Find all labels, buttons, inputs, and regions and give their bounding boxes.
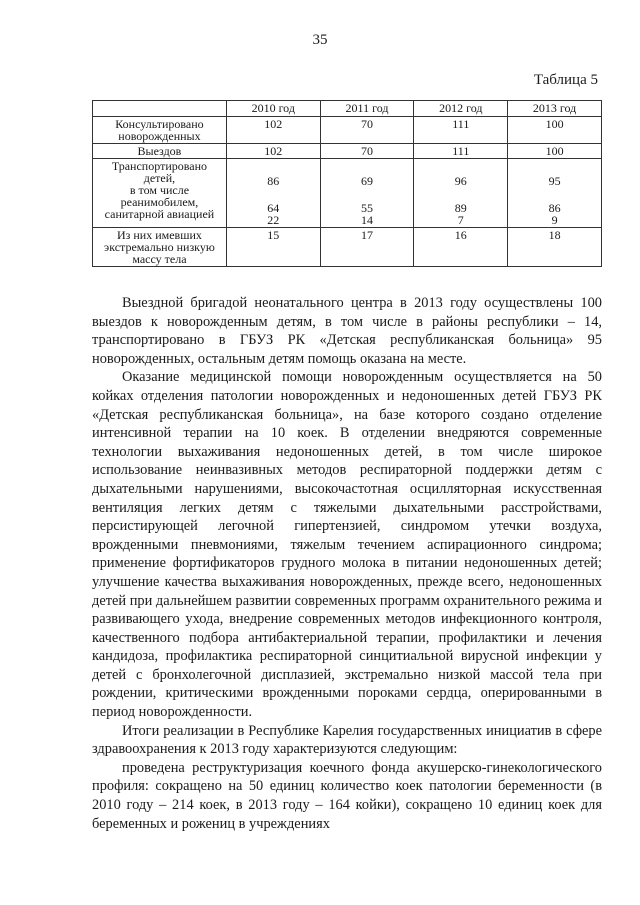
table-row [93, 144, 602, 159]
cell-value: 64 [267, 201, 280, 215]
paragraph: Оказание медицинской помощи новорожденным осуществляется на 50 койках отделения патологии новорожденных и недоношенных детей ГБУЗ РК «Детская республиканская больница», на базе которого создано отделение интенсивной терапии на 10 коек. В отделении внедряются современные технологии выхаживания недоношенных детей, в том числе широкое использование неинвазивных методов респираторной поддержки детям с дыхательными нарушениями, высокочастотная осцилляторная искусственная вентиляция легких детям с тяжелыми дыхательными расстройствами, персистирующей легочной гипертензией, синдромом утечки воздуха, врожденными пневмониями, тяжелым течением аспирационного синдрома; применение фортификаторов грудного молока в питании недоношенных детей; улучшение качества выхаживания новорожденных, прежде всего, недоношенных детей при дальнейшем развитии современных программ охранительного режима и развивающего ухода, внедрение современных методов инфекционного контроля, качественного подбора антибактериальной терапии, профилактики и лечения кандидоза, профилактика респираторной синцитиальной вирусной инфекции у детей с бронхолегочной дисплазией, экстремально низкой массой тела при рождении, критическими врожденными пороками сердца, оперированными в период новорожденности. [92, 369, 602, 721]
row-label-line: экстремально низкую [104, 240, 215, 254]
table-header-cell: 2013 год [508, 101, 602, 117]
table-cell: 16 [414, 228, 508, 267]
table-cell: 111 [414, 144, 508, 159]
row-label-line: в том числе [129, 183, 190, 197]
row-label-line: Выездов [137, 144, 182, 158]
row-label-line: Транспортировано [111, 159, 207, 173]
row-label-line: Консультировано [115, 117, 204, 131]
cell-value: 69 [361, 174, 374, 188]
table-caption: Таблица 5 [533, 72, 598, 88]
paragraph: проведена реструктуризация коечного фонда акушерско-гинекологического профиля: сокращено на 50 единиц количество коек патологии беременности (в 2010 году – 214 коек, в 2013 году – 164 койки), сокращено 10 единиц коек для беременных и рожениц в учреждениях [92, 759, 602, 832]
table-cell: 17 [320, 228, 414, 267]
page-number: 35 [312, 32, 328, 48]
paragraph: Выездной бригадой неонатального центра в 2013 году осуществлены 100 выездов к новорожденным детям, в том числе в районы республики – 14, транспортировано в ГБУЗ РК «Детская республиканская больница» 95 новорожденных, остальным детям помощь оказана на месте. [92, 295, 602, 367]
body-text [92, 294, 602, 833]
cell-value: 86 [548, 201, 561, 215]
paragraph: Итоги реализации в Республике Карелия государственных инициатив в сфере здравоохранения к 2013 году характеризуются следующим: [92, 722, 602, 758]
cell-value: 14 [361, 213, 374, 227]
table-row [93, 159, 602, 228]
table-cell: 100 [508, 117, 602, 144]
row-label [93, 159, 227, 228]
cell-value: 96 [454, 174, 467, 188]
table-cell: 70 [320, 117, 414, 144]
row-label [93, 144, 227, 159]
row-label-line: Из них имевших [116, 228, 202, 242]
cell-value: 86 [267, 174, 280, 188]
table-header-cell: 2010 год [226, 101, 320, 117]
table-header-cell [93, 101, 227, 117]
table-header-row [93, 101, 602, 117]
table-cell: 100 [508, 144, 602, 159]
table-cell [226, 159, 320, 228]
cell-value: 95 [548, 174, 561, 188]
table-header-cell: 2012 год [414, 101, 508, 117]
table-row [93, 228, 602, 267]
row-label [93, 117, 227, 144]
table-cell: 18 [508, 228, 602, 267]
table-cell [508, 159, 602, 228]
row-label-line: детей, [143, 171, 176, 185]
row-label-line: санитарной авиацией [104, 207, 215, 221]
cell-value: 22 [267, 213, 280, 227]
row-label-line: новорожденных [118, 129, 201, 143]
table-cell: 15 [226, 228, 320, 267]
cell-value: 9 [551, 213, 558, 227]
row-label-line: массу тела [132, 252, 187, 266]
cell-value: 89 [454, 201, 467, 215]
row-label-line: реанимобилем, [120, 195, 199, 209]
table-cell [414, 159, 508, 228]
table-cell: 70 [320, 144, 414, 159]
table-cell: 102 [226, 144, 320, 159]
table-row [93, 117, 602, 144]
table-cell: 102 [226, 117, 320, 144]
table-header-cell: 2011 год [320, 101, 414, 117]
data-table [92, 100, 602, 267]
table-cell [320, 159, 414, 228]
row-label [93, 228, 227, 267]
cell-value: 7 [457, 213, 464, 227]
table-cell: 111 [414, 117, 508, 144]
cell-value: 55 [361, 201, 374, 215]
